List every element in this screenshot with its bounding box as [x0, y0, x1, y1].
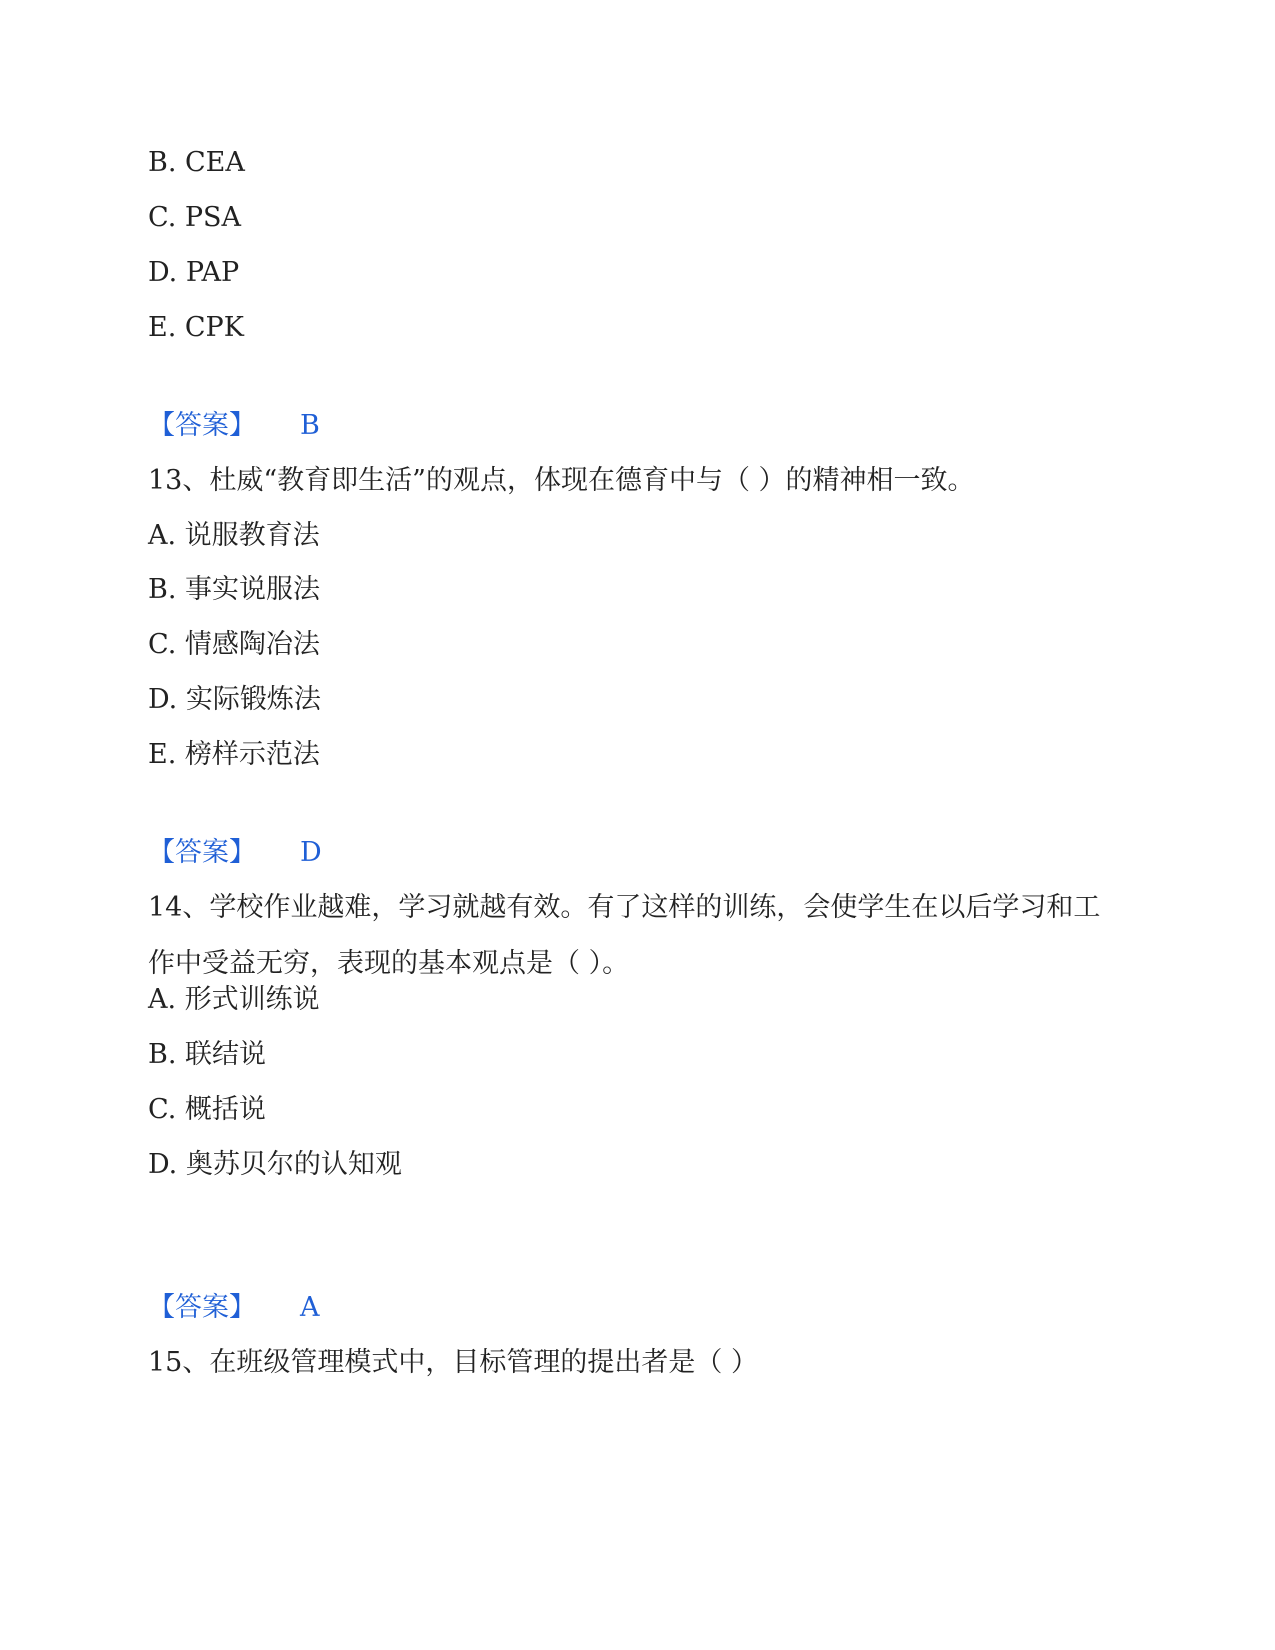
q14-option-a: A. 形式训练说 — [148, 984, 320, 1015]
q13-answer — [148, 835, 322, 871]
answer-value: D — [300, 837, 322, 868]
q12-option-e: E. CPK — [148, 312, 244, 343]
q12-option-b: B. CEA — [148, 147, 245, 178]
q12-option-c: C. PSA — [148, 202, 242, 233]
q14-answer — [148, 1290, 320, 1326]
q12-answer — [148, 408, 320, 444]
q14-option-d: D. 奥苏贝尔的认知观 — [148, 1149, 402, 1180]
q14-option-b: B. 联结说 — [148, 1039, 267, 1070]
q15-question: 15、在班级管理模式中，目标管理的提出者是（ ） — [148, 1347, 758, 1378]
q13-option-b: B. 事实说服法 — [148, 574, 321, 605]
q13-option-e: E. 榜样示范法 — [148, 739, 320, 770]
q12-option-d: D. PAP — [148, 257, 240, 288]
answer-value: A — [300, 1292, 320, 1323]
answer-label: 【答案】 — [148, 837, 256, 868]
q13-question: 13、杜威“教育即生活”的观点，体现在德育中与（ ）的精神相一致。 — [148, 465, 975, 496]
q13-option-c: C. 情感陶冶法 — [148, 629, 320, 660]
answer-label: 【答案】 — [148, 1292, 256, 1323]
answer-value: B — [300, 410, 320, 441]
answer-label: 【答案】 — [148, 410, 256, 441]
q14-question: 14、学校作业越难，学习就越有效。有了这样的训练，会使学生在以后学习和工作中受益无穷，表现的基本观点是（ ）。 — [148, 892, 1101, 979]
q13-option-d: D. 实际锻炼法 — [148, 684, 321, 715]
q14-option-c: C. 概括说 — [148, 1094, 266, 1125]
q13-option-a: A. 说服教育法 — [148, 520, 320, 551]
